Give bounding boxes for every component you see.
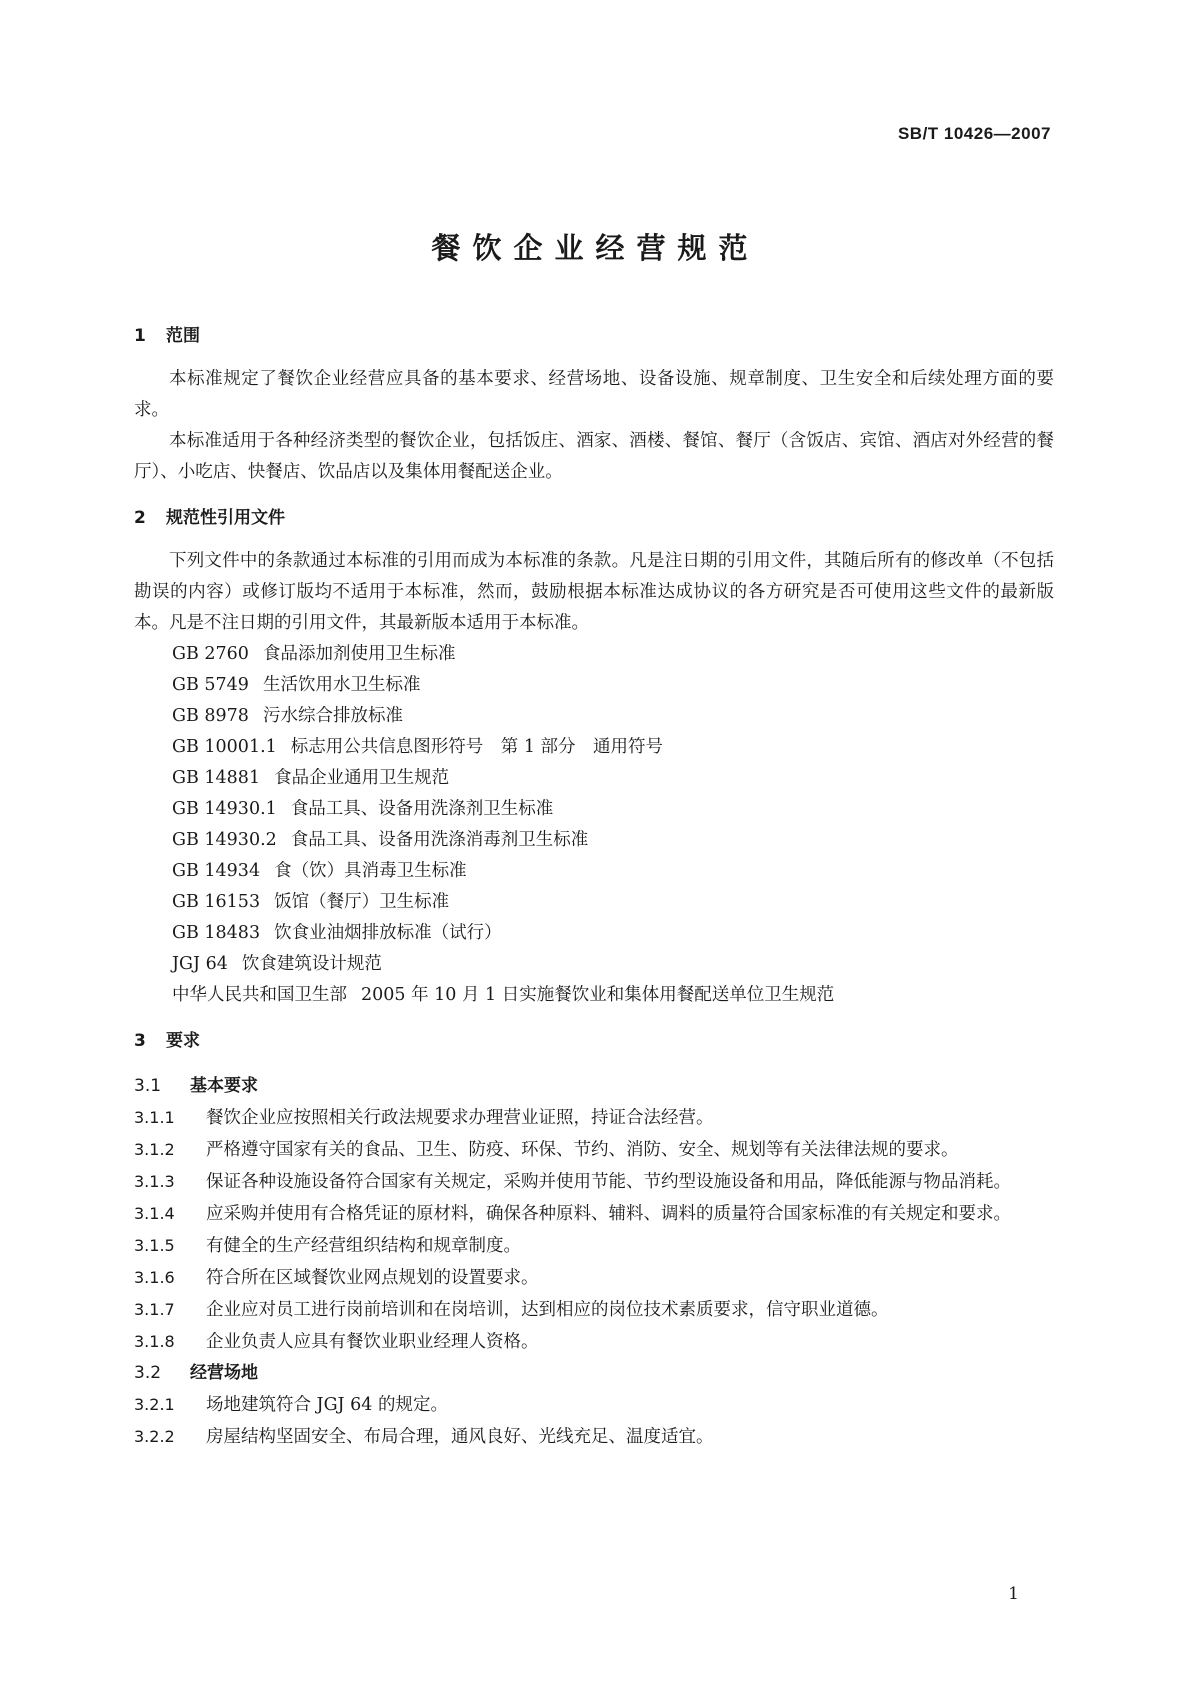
section-number: 2	[134, 508, 146, 528]
reference-item	[134, 887, 1054, 918]
reference-title: 污水综合排放标准	[262, 706, 403, 726]
reference-code: GB 5749	[172, 675, 249, 695]
reference-item	[134, 763, 1054, 794]
subsection-number: 3.1	[134, 1076, 162, 1096]
reference-title: 食（饮）具消毒卫生标准	[274, 861, 467, 881]
clause-text: 场地建筑符合 JGJ 64 的规定。	[206, 1395, 448, 1415]
reference-code: GB 16153	[172, 892, 261, 912]
reference-item	[134, 639, 1054, 670]
clause	[134, 1262, 1054, 1294]
section-title: 规范性引用文件	[166, 508, 285, 528]
reference-item	[134, 949, 1054, 980]
clause-text: 应采购并使用有合格凭证的原材料，确保各种原料、辅料、调料的质量符合国家标准的有关规定和要求。	[206, 1204, 1011, 1224]
subsection-title: 经营场地	[190, 1363, 258, 1383]
subsection-title: 基本要求	[190, 1076, 258, 1096]
clause	[134, 1326, 1054, 1358]
clause-number: 3.1.6	[134, 1268, 175, 1287]
reference-title: 食品工具、设备用洗涤剂卫生标准	[290, 799, 554, 819]
reference-item	[134, 732, 1054, 763]
clause-text: 企业应对员工进行岗前培训和在岗培训，达到相应的岗位技术素质要求，信守职业道德。	[206, 1300, 889, 1320]
clause-number: 3.2.2	[134, 1427, 175, 1446]
clause-text: 房屋结构坚固安全、布局合理，通风良好、光线充足、温度适宜。	[206, 1427, 714, 1447]
clause	[134, 1389, 1054, 1421]
clause	[134, 1166, 1054, 1198]
clause	[134, 1230, 1054, 1262]
paragraph: 本标准适用于各种经济类型的餐饮企业，包括饭庄、酒家、酒楼、餐馆、餐厅（含饭店、宾馆、酒店对外经营的餐厅）、小吃店、快餐店、饮品店以及集体用餐配送企业。	[134, 431, 1054, 482]
subsection-3-2-heading	[134, 1358, 1054, 1389]
reference-item	[134, 794, 1054, 825]
clause-number: 3.1.3	[134, 1172, 175, 1191]
reference-item	[134, 856, 1054, 887]
reference-code: GB 14881	[172, 768, 261, 788]
reference-title: 饮食建筑设计规范	[241, 954, 382, 974]
reference-item	[134, 825, 1054, 856]
clause-text: 有健全的生产经营组织结构和规章制度。	[206, 1236, 521, 1256]
reference-code: 中华人民共和国卫生部	[172, 985, 347, 1005]
clause-text: 严格遵守国家有关的食品、卫生、防疫、环保、节约、消防、安全、规划等有关法律法规的要求。	[206, 1140, 959, 1160]
reference-code: GB 8978	[172, 706, 249, 726]
reference-title: 食品企业通用卫生规范	[274, 768, 450, 788]
reference-code: GB 2760	[172, 644, 249, 664]
reference-title: 标志用公共信息图形符号 第 1 部分 通用符号	[290, 737, 664, 757]
clause-number: 3.1.2	[134, 1140, 175, 1159]
section-3-heading	[134, 1027, 1054, 1055]
reference-title: 食品添加剂使用卫生标准	[262, 644, 456, 664]
page-number: 1	[1008, 1584, 1019, 1604]
reference-title: 饭馆（餐厅）卫生标准	[274, 892, 450, 912]
reference-code: GB 10001.1	[172, 737, 277, 757]
clause	[134, 1294, 1054, 1326]
clause-text: 企业负责人应具有餐饮业职业经理人资格。	[206, 1332, 539, 1352]
standard-number: SB/T 10426—2007	[897, 124, 1051, 143]
section-number: 1	[134, 326, 146, 346]
clause-text: 符合所在区域餐饮业网点规划的设置要求。	[206, 1268, 539, 1288]
reference-list	[134, 639, 1054, 1011]
reference-item	[134, 980, 1054, 1011]
subsection-number: 3.2	[134, 1363, 162, 1383]
paragraph: 下列文件中的条款通过本标准的引用而成为本标准的条款。凡是注日期的引用文件，其随后所有的修改单（不包括勘误的内容）或修订版均不适用于本标准，然而，鼓励根据本标准达成协议的各方研究是否可使用这些文件的最新版本。凡是不注日期的引用文件，其最新版本适用于本标准。	[134, 551, 1054, 633]
reference-code: GB 18483	[172, 923, 261, 943]
document-body	[134, 322, 1054, 1453]
reference-title: 生活饮用水卫生标准	[262, 675, 421, 695]
clause-text: 保证各种设施设备符合国家有关规定，采购并使用节能、节约型设施设备和用品，降低能源与物品消耗。	[206, 1172, 1011, 1192]
clause	[134, 1198, 1054, 1230]
section-title: 要求	[166, 1031, 200, 1051]
section-1-heading	[134, 322, 1054, 350]
reference-item	[134, 670, 1054, 701]
clause-number: 3.2.1	[134, 1395, 175, 1414]
clause	[134, 1102, 1054, 1134]
reference-item	[134, 918, 1054, 949]
paragraph: 本标准规定了餐饮企业经营应具备的基本要求、经营场地、设备设施、规章制度、卫生安全和后续处理方面的要求。	[134, 369, 1054, 420]
reference-title: 饮食业油烟排放标准（试行）	[274, 923, 502, 943]
reference-title: 食品工具、设备用洗涤消毒剂卫生标准	[290, 830, 589, 850]
clause-number: 3.1.8	[134, 1332, 175, 1351]
clause-number: 3.1.7	[134, 1300, 175, 1319]
document-title: 餐饮企业经营规范	[431, 231, 760, 265]
section-title: 范围	[166, 326, 200, 346]
reference-code: GB 14934	[172, 861, 261, 881]
clause	[134, 1134, 1054, 1166]
clause-number: 3.1.1	[134, 1108, 175, 1127]
reference-code: JGJ 64	[172, 954, 228, 974]
clause	[134, 1421, 1054, 1453]
reference-item	[134, 701, 1054, 732]
reference-code: GB 14930.1	[172, 799, 277, 819]
section-2-heading	[134, 504, 1054, 532]
clause-number: 3.1.4	[134, 1204, 175, 1223]
subsection-3-1-heading	[134, 1071, 1054, 1102]
section-number: 3	[134, 1031, 146, 1051]
reference-code: GB 14930.2	[172, 830, 277, 850]
reference-title: 2005 年 10 月 1 日实施餐饮业和集体用餐配送单位卫生规范	[361, 985, 835, 1005]
clause-number: 3.1.5	[134, 1236, 175, 1255]
clause-text: 餐饮企业应按照相关行政法规要求办理营业证照，持证合法经营。	[206, 1108, 714, 1128]
